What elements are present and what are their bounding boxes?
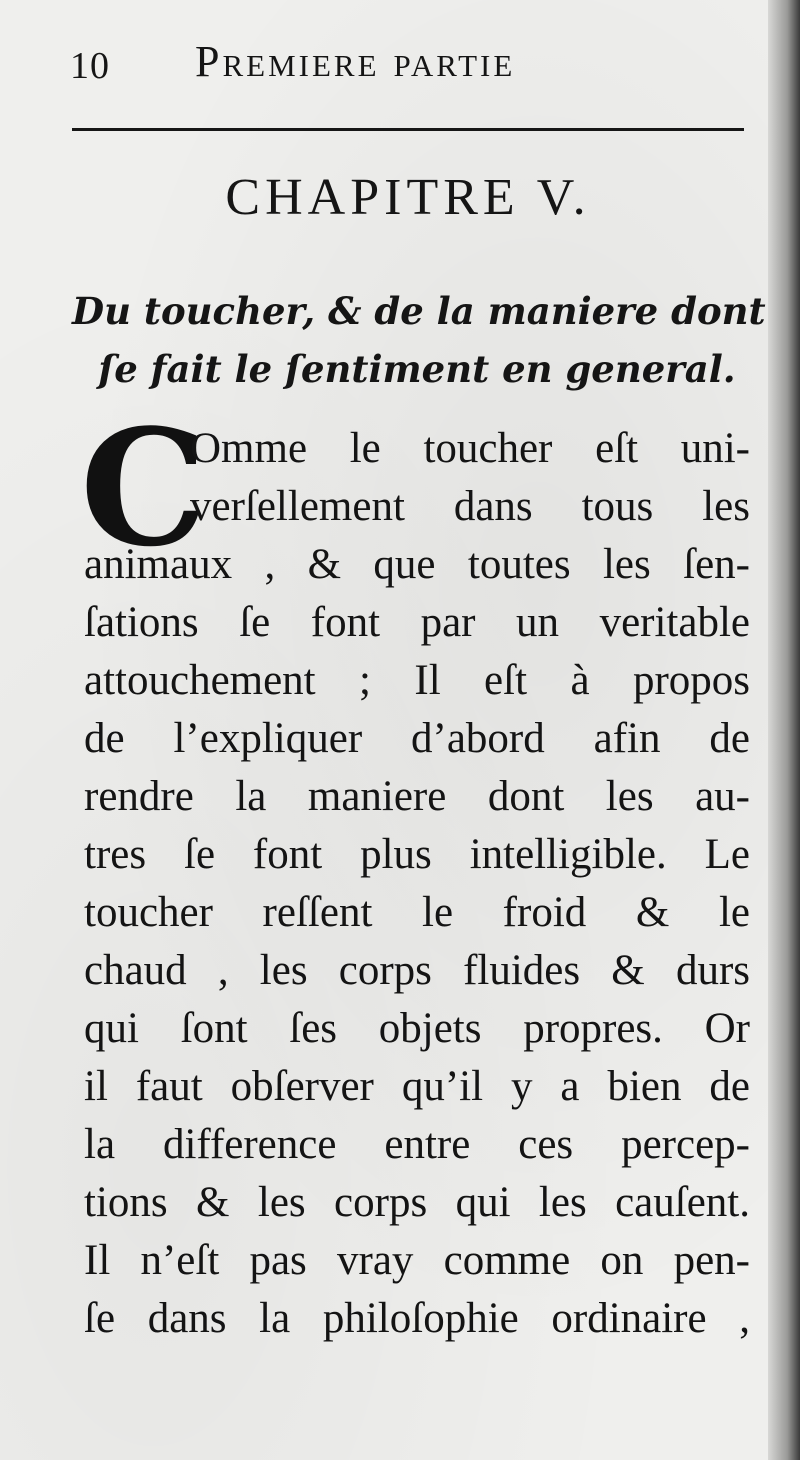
chapter-subtitle <box>72 282 766 398</box>
text-line: verſellement dans tous les <box>190 483 750 530</box>
text-line: ſe dans la philoſophie ordinaire , <box>84 1295 750 1342</box>
text-line: Omme le toucher eſt uni- <box>190 425 750 472</box>
text-line: rendre la maniere dont les au- <box>84 773 750 820</box>
text-line: tres ſe font plus intelligible. Le <box>84 831 750 878</box>
text-line: ſations ſe font par un veritable <box>84 599 750 646</box>
text-line: animaux , & que toutes les ſen- <box>84 541 750 588</box>
text-line: de l’expliquer d’abord afin de <box>84 715 750 762</box>
page-edge-shadow <box>768 0 800 1460</box>
text-line: chaud , les corps fluides & durs <box>84 947 750 994</box>
chapter-title: CHAPITRE V. <box>225 169 591 226</box>
page-number: 10 <box>70 45 110 87</box>
text-line: toucher reſſent le froid & le <box>84 889 750 936</box>
running-head <box>70 36 750 86</box>
text-line: qui ſont ſes objets propres. Or <box>84 1005 750 1052</box>
text-line: tions & les corps qui les cauſent. <box>84 1179 750 1226</box>
header-rule <box>72 128 744 131</box>
text-line: Il n’eſt pas vray comme on pen- <box>84 1237 750 1284</box>
text-line: il faut obſerver qu’il y a bien de <box>84 1063 750 1110</box>
subtitle-line: ſe fait le ſentiment en general. <box>98 347 736 391</box>
text-line: la difference entre ces percep- <box>84 1121 750 1168</box>
drop-cap: C <box>80 394 208 582</box>
subtitle-line: Du toucher, & de la maniere dont <box>72 289 766 333</box>
text-line: attouchement ; Il eſt à propos <box>84 657 750 704</box>
running-title: Premiere partie <box>195 37 516 86</box>
